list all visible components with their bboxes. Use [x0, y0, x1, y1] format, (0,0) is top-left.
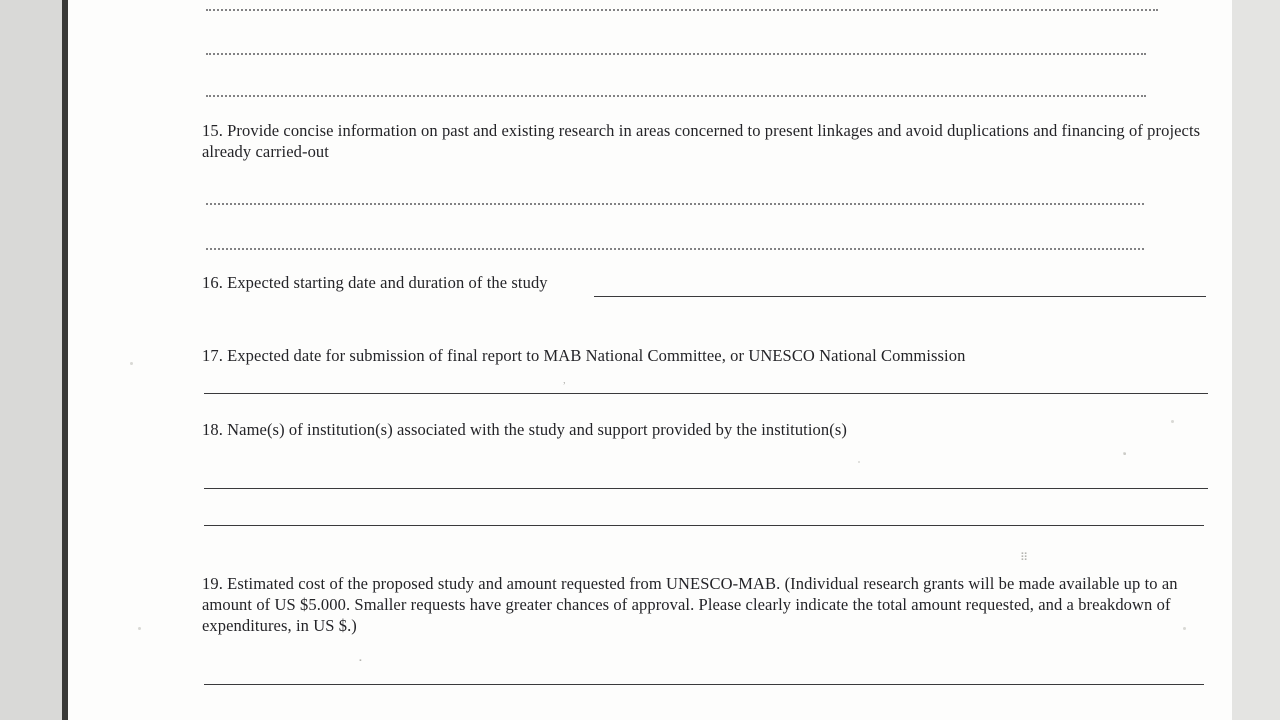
scan-speck [1183, 627, 1186, 630]
answer-line-dotted[interactable] [206, 6, 1158, 11]
page-right-margin [1232, 0, 1280, 720]
answer-line-solid[interactable] [204, 488, 1208, 489]
question-17: 17. Expected date for submission of final report to MAB National Committee, or UNESCO National Commission [202, 346, 966, 365]
answer-line-solid[interactable] [204, 684, 1204, 685]
scan-speck [1171, 420, 1174, 423]
answer-line-solid[interactable] [594, 296, 1206, 297]
question-18: 18. Name(s) of institution(s) associated with the study and support provided by the institution(s) [202, 420, 847, 439]
question-16: 16. Expected starting date and duration of the study [202, 273, 548, 292]
answer-line-dotted[interactable] [206, 245, 1144, 250]
answer-line-solid[interactable] [204, 525, 1204, 526]
question-19: 19. Estimated cost of the proposed study and amount requested from UNESCO-MAB. (Individual research grants will be made available up to an amount of US $5.000. Smaller requests have greater chances of approval. Please clearly indicate the total amount requested, and a breakdown of expenditures, in US $.) [202, 574, 1178, 635]
answer-line-dotted[interactable] [206, 92, 1146, 97]
scan-speck [130, 362, 133, 365]
answer-line-solid[interactable] [204, 393, 1208, 394]
form-content [68, 0, 1232, 720]
scan-smudge: ⠿ [1020, 552, 1029, 564]
page-left-margin [0, 0, 62, 720]
scan-smudge: ⠄ [358, 653, 367, 665]
answer-line-dotted[interactable] [206, 50, 1146, 55]
question-15: 15. Provide concise information on past and existing research in areas concerned to present linkages and avoid duplications and financing of projects already carried-out [202, 121, 1201, 161]
scan-speck [1124, 453, 1126, 455]
scan-speck [858, 461, 860, 463]
scan-speck [138, 627, 141, 630]
scan-smudge: , [563, 374, 566, 386]
page-paper [68, 0, 1232, 720]
answer-line-dotted[interactable] [206, 200, 1144, 205]
